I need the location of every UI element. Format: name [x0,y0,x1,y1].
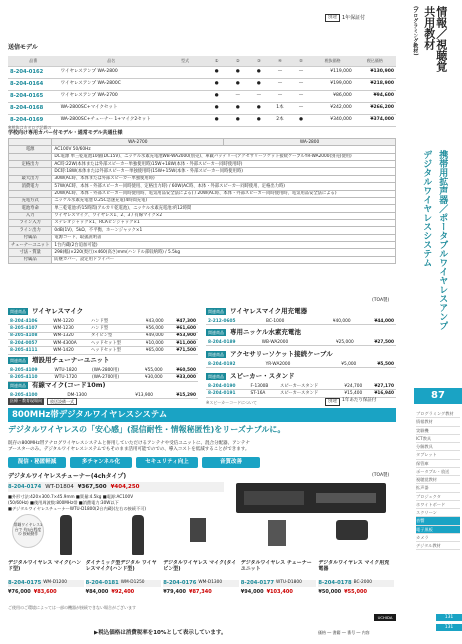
cat-cable-label: 関連商品 [208,351,224,357]
section1-title: 送信モデル [8,44,38,51]
side-tab[interactable]: スクリーン [416,509,460,517]
sec2-banner: 800MHz帯デジタルワイヤレスシステム [8,408,396,422]
spec-key [9,190,52,197]
item-price-ex: ¥30,000 [134,374,165,381]
spec-value: 57W(AC時、本体・外部スピーカー同時使用、定格出力時) / 60W(AC時、本体・外部スピーカー同時使用、定格出力時) [52,183,396,190]
tuner-spec2: (50/60Hz) ■使用周波数:800MHz帯 ■消費電力:30W以下 [8,500,119,505]
spec-value: AC時:22W(本体または外部スピーカー単独使用時)15W+18W(本体・外部スピーカー同時使用時) [52,161,396,168]
bottom-note: ご使用のご環境によっては一部の機器が接続できない場合がございます [8,605,136,610]
sec2-pill-2: 多チャンネル化 [70,457,132,468]
cat-tuner-label: 関連商品 [10,357,26,363]
spec-row [9,234,396,241]
dynamic-mic-icon [132,515,144,555]
right-maker-note: (TOA製) [372,298,390,303]
spec-key: ライン入力 [9,219,52,226]
spec-row [9,212,396,219]
cat-tuner-header [8,356,110,364]
side-tab[interactable]: 保管庫 [416,460,460,468]
item-price-in: ¥60,500 [165,367,198,374]
sec2-body1: 既存の800MHz帯アナログワイヤレスシステムと併用していただけるアンテナや受信ユニットに、混合分配器、アンテナ [8,441,250,446]
spec-row [9,190,396,197]
spec-value: 0dB(1V)、5kΩ、不平衡、ホーンジャック×1 [52,227,396,234]
side-tab[interactable]: 視聴覚教材 [416,476,460,484]
charger-icon [336,520,368,540]
cat-charger-table [206,318,396,325]
bottom-product-title: ダイナミック型デジタル ワイヤレスマイク(ハンド型) [85,560,157,573]
table-row: 8-204-0169 WA-2800SC+チューナー 1+マイク2セット ● ● ● 2本 ● ¥340,000 ¥374,000 [8,114,396,126]
item-type: (WA-2700用) [90,374,134,381]
table-row [8,325,198,332]
side-tab[interactable]: 電子黒板 [416,526,460,534]
side-tab[interactable]: 音響 [416,517,460,525]
table-row [206,390,396,397]
side-tabs [400,410,462,550]
spec-key: 付属品 [9,234,52,241]
item-code: 8-204-0178 [318,580,352,586]
spec-key: チューナーユニット [9,242,52,249]
spec-row [9,242,396,249]
table-row [206,339,396,346]
cat-wired-mic-label: 関連商品 [10,382,26,388]
item-type: ヘッドセット型 [89,340,136,347]
item-code: 8-205-4107 [8,325,51,332]
sec2-badge-left2: 放送設備一式 [47,398,77,405]
bottom-product-title: デジタルワイヤレス マイク(ハンド型) [8,560,82,573]
tuner-spec1: ■外形寸法:420×300.7×45.9mm ■質量:4.5kg ■電源:AC100V [8,494,134,499]
table-row [8,340,198,347]
bottom-product [241,560,317,604]
item-price-in: ¥33,000 [165,374,198,381]
table-row [206,318,396,325]
spec-value: DC時:18W(本体または外部スピーカー単独使用時)15W+15W(本体・外部スピーカー同時使用時) [52,168,396,175]
item-model: ST-16A [248,390,278,397]
spec-value: 20W(AC時、本体・外部スピーカー同時使用時、電気用品安全法による) / 20W(AC時、本体・外部スピーカー同時使用時、電気用品安全法による) [52,190,396,197]
spec-col2: WA-2800 [224,139,396,146]
item-price-ex: ¥199,000 [312,78,354,90]
spec-value: 30W(AC時、本体または外部スピーカー単独使用時) [52,175,396,182]
item-price-in: ¥61,600 [166,325,198,332]
sec2-badge-left: 医療・教育現場向 [10,398,42,403]
side-page-tag-1: 131 [436,614,462,621]
footer-tax-note: ▶税込価格は消費税率を10%として表示しています。 [94,630,227,636]
table-row [8,318,198,325]
item-model: WM-1220 [51,318,89,325]
spec-value: 単三乾電池:約15時間(アルカリ乾電池)、ニッケル水素充電池:約12時間 [52,205,396,212]
item-code: 8-204-0177 [240,580,274,586]
item-code: 8-205-4109 [8,367,53,374]
item-model: DM-1300 [65,392,108,399]
sec2-left-badges [8,398,77,405]
spec-row [9,183,396,190]
item-price-in: ¥53,900 [166,332,198,339]
item-type [312,339,319,346]
item-type: スピーカースタンド [278,390,335,397]
item-model: BC-1000 [264,318,305,325]
item-code: 8-204-0176 [163,580,197,586]
item-code: 8-205-4108 [8,332,51,339]
side-tab[interactable]: ポータブル・放送 [416,468,460,476]
item-model: WM-4300A [51,340,89,347]
spec-key: 電源 [9,146,52,153]
item-model: WM-1230 [51,325,89,332]
side-title3: (プログラミング教材) [412,6,419,56]
cat-charger-name: ワイヤレスマイク用充電器 [230,307,308,315]
tuner-model: WT-D1804 [45,483,74,490]
bottom-product-title: デジタルワイヤレス マイク(タイピン型) [163,560,237,573]
spec-row [9,219,396,226]
item-price-in: ¥15,290 [155,392,198,399]
item-code: 8-204-0165 [8,90,59,102]
tuner-callout: 帯域ワイヤレス1台で 約5台程度の 接続動作 [12,514,44,548]
tuner-unit-icon [268,520,286,546]
side-sub1: 携帯用拡声器／ポータブルワイヤレスアンプ [437,150,448,330]
spec-row [9,249,396,256]
sec2-right-badge [325,398,376,406]
cat-wired-mic-name: 有線マイク(コード10m) [32,381,106,389]
side-tab[interactable]: タブレット [416,451,460,459]
item-price-ex: ¥56,000 [136,325,166,332]
spec-value: ニッケル水素充電池 0.25C急速充電(4時間充電) [52,197,396,204]
item-price-in: ¥130,900 [354,66,396,78]
sec2-body2: ブースターのみ。デジタルワイヤレスシステムでもそのまま活用可能でのでの、導入コストを低減することができます。 [8,447,250,452]
item-code: 8-204-0168 [8,102,59,114]
side-tab[interactable]: プログラミング教材 [416,410,460,418]
item-code: 8-204-0175 [8,580,42,586]
spec-value: 1台内蔵(2台追加可能) [52,242,396,249]
side-sub2: デジタルワイヤレスシステム [421,150,432,267]
spec-row [9,256,396,263]
cat-speaker-header [206,372,295,380]
item-code: 8-204-4106 [8,318,51,325]
cat-mic-table [8,318,198,355]
item-price-ex: ¥79,400 [163,588,186,595]
item-model: WM-D1250 [120,580,145,585]
item-price-in: ¥5,500 [358,361,396,368]
item-type: (WA-2800用) [90,367,134,374]
cat-charger-label: 関連商品 [208,308,224,314]
uchida-logo: UCHIDA [374,614,396,621]
item-model: WM-1420 [51,347,89,354]
spec-row [9,175,396,182]
spec-row [9,153,396,160]
item-price-in: ¥218,900 [354,78,396,90]
item-price-ex: ¥13,900 [115,392,155,399]
spec-key: 定格出力 [9,161,52,168]
spec-key: 充電方式 [9,197,52,204]
item-type [108,392,115,399]
cat-mic-header [8,307,83,315]
item-type: タイピン型 [89,332,136,339]
item-price-ex: ¥25,000 [319,339,356,346]
cat-speaker-note: ※スピーカーコードについて [206,400,258,405]
spec-value: ステレオジャック×1、RCAピンジャック×1 [52,219,396,226]
item-type: ハンド型 [89,325,136,332]
item-model: WM-D1300 [198,580,223,585]
spec-value: AC100V 50/60Hz [52,146,396,153]
side-page-number: 87 [414,388,462,404]
cat-mic-label: 関連商品 [10,308,26,314]
cat-mic-name: ワイヤレスマイク [32,307,84,315]
item-price-ex: ¥15,400 [335,390,364,397]
section1-note: ※税抜はカタログ記載の [8,125,52,130]
side-tab[interactable]: 情報教材 [416,418,460,426]
table-row: 8-204-0164 ワイヤレスアンプ WA-2800C ● ● ● — — ¥199,000 ¥218,900 [8,78,396,90]
bottom-product [8,560,84,604]
item-price-in: ¥103,400 [266,588,293,595]
item-price-ex: ¥49,000 [136,332,166,339]
item-model: WB-WA2000 [260,339,312,346]
spec-key: 電池寿命 [9,205,52,212]
spec-table [8,138,396,264]
side-tab[interactable]: 分解教具 [416,443,460,451]
cat-cable-header [206,350,333,358]
item-price-in: ¥83,600 [33,588,57,595]
item-model: YR-WA2000 [264,361,317,368]
item-price-in: ¥87,340 [188,588,212,595]
section1-table: 品番 品名 型式 ① ② ③ ④ ⑤ 税抜価格 税込価格 8-204-0162 ワイヤレスアンプ WA-2800 ● ● ● — — ¥119,000 ¥130,900 8-204-0164 ワイヤレスアンプ WA-2800C ● ● ● — — ¥199,000 ¥218,900 8-204-0165 ワイヤレスアンプ WA-2700 ● — — — — ¥86,000 ¥94,600 8-204-0168 WA-2800SC+マイクセット ● ● ● 1本 — ¥242,000 ¥266,200 8-204-0169 WA-2800SC+チューナー 1+マイク2セット ● ● ● 2本 ● ¥340,000 ¥374,000 [8,56,396,127]
item-code: 8-205-4111 [8,347,51,354]
table-row [206,361,396,368]
item-code: 8-204-0162 [8,66,59,78]
tuner-spec3: ■デジタルワイヤレスチューナーWTU-D1800(2台内蔵)(左右の接続不可) [8,506,147,511]
table-row [206,383,396,390]
bottom-product-row [8,560,396,605]
cat-speaker-name: スピーカー・スタンド [230,372,295,380]
spec-row [9,168,396,175]
item-price-in: ¥92,400 [111,588,135,595]
spec-title: 学校向け専用カバー付モデル・通常モデル共通仕様 [8,130,123,136]
item-price-ex: ¥50,000 [318,588,342,595]
side-tab[interactable]: カメラ [416,534,460,542]
spec-value: DC電源 単三乾電池10個(DC15V)、ニッケル水素充電池WB-WA2000(別売)、車載バッテリー(アクセサリーソケット接続ケーブルYR-WA2000(別売)使用) [52,153,396,160]
spec-row [9,205,396,212]
side-tab[interactable]: デジタル教材 [416,542,460,550]
spec-row [9,161,396,168]
item-model: WTU-1820 [53,367,90,374]
header-badge-text: 1年保証付 [342,14,366,21]
table-row [8,367,198,374]
item-type: ハンド型 [89,318,136,325]
table-row: 8-204-0162 ワイヤレスアンプ WA-2800 ● ● ● — — ¥119,000 ¥130,900 [8,66,396,78]
spec-key [9,153,52,160]
item-model: WM-1320 [51,332,89,339]
item-price-ex: ¥84,000 [85,588,109,595]
cat-wired-mic-header [8,381,106,389]
sec2-headline: デジタルワイヤレスの「安心感」(混信耐性・情報秘匿性)をリーズナブルに。 [8,425,286,434]
cat-tuner-table [8,367,198,382]
side-title2: 共用教材 [422,6,436,50]
item-code: 8-204-0192 [206,361,264,368]
item-price-in: ¥16,940 [364,390,396,397]
spec-key: 寸法・質量 [9,249,52,256]
spec-key: 付属品 [9,256,52,263]
item-model: WTU-1720 [53,374,90,381]
side-page-tag-2: 131 [436,624,462,631]
item-type [305,318,312,325]
side-tab[interactable]: 実験機 [416,427,460,435]
side-tab[interactable]: ICT教具 [416,435,460,443]
item-price-in: ¥47,300 [166,318,198,325]
item-name: ワイヤレスアンプ WA-2800 [59,66,164,78]
sec2-pill-4: 音質改善 [202,457,260,468]
tuner-price1: ¥367,500 [77,483,107,490]
item-type [316,361,323,368]
item-price-in: ¥374,000 [354,114,396,126]
pin-mic-icon [190,518,206,542]
sec2-pill-3: セキュリティ向上 [136,457,198,468]
item-price-in: ¥11,000 [166,340,198,347]
side-tab[interactable]: プロジェクタ [416,493,460,501]
spec-key: 消費電力 [9,183,52,190]
item-model: WM-D1200 [43,580,67,585]
header-badge-box: 別途 [325,14,340,22]
bottom-product-title: デジタルワイヤレス マイク用充電器 [318,560,390,573]
spec-value: 電源コード、取扱説明書 [52,234,396,241]
cat-battery-table [206,339,396,346]
spec-value: 防塵カバー、設定用ドライバー [52,256,396,263]
item-code: 8-204-0164 [8,78,59,90]
tuner-price-row [8,482,224,492]
table-row: 8-204-0168 WA-2800SC+マイクセット ● ● ● 1本 — ¥242,000 ¥266,200 [8,102,396,114]
spec-key: 最大出力 [9,175,52,182]
item-price-in: ¥266,200 [354,102,396,114]
spec-value: ワイヤレスマイク、ワイヤレス1、2、3 / 有線マイク×2 [52,212,396,219]
item-code: 8-204-0190 [206,383,248,390]
item-name: WA-2800SC+マイクセット [59,102,164,114]
item-price-ex: ¥76,000 [8,588,31,595]
side-title1: 情報／視聴覚 [434,6,448,72]
sec2-right-text: 1年あたり保証付 [342,398,377,403]
cat-speaker-table [206,383,396,398]
item-name: ワイヤレスアンプ WA-2800C [59,78,164,90]
cat-battery-label: 関連商品 [208,329,224,335]
item-price-ex: ¥119,000 [312,66,354,78]
spec-row [9,197,396,204]
item-price-ex: ¥55,000 [134,367,165,374]
item-price-in: ¥71,500 [166,347,198,354]
spec-col1: WA-2700 [52,139,224,146]
table-row: 8-204-0165 ワイヤレスアンプ WA-2700 ● — — — — ¥86,000 ¥94,600 [8,90,396,102]
item-price-ex: ¥10,000 [136,340,166,347]
footer-legend: 価格 ― 書籍 ― 番号 ― 内容 [318,630,370,635]
spec-key [9,168,52,175]
cat-cable-name: アクセサリーソケット接続ケーブル [230,350,333,358]
item-price-ex: ¥94,000 [240,588,264,595]
spec-key: ライン出力 [9,227,52,234]
table-row [8,332,198,339]
sec2-right-box: 別途 [325,398,340,406]
item-price-ex: ¥340,000 [312,114,354,126]
cat-cable-table [206,361,396,368]
item-name: ワイヤレスアンプ WA-2700 [59,90,164,102]
item-code: 8-204-0057 [8,340,51,347]
cat-speaker-label: 関連商品 [208,373,224,379]
item-price-ex: ¥43,000 [136,318,166,325]
item-model: BC-2000 [353,580,372,585]
cat-tuner-name: 増設用チューナーユニット [32,356,110,364]
item-code: 8-204-0181 [85,580,119,586]
sec2-pill-1: 混信・秘匿軽減 [8,457,66,468]
item-name: WA-2800SC+チューナー 1+マイク2セット [59,114,164,126]
item-code: 8-205-4100 [8,392,65,399]
table-row [8,347,198,354]
item-price-in: ¥44,000 [353,318,396,325]
tuner-price2: ¥404,250 [110,483,140,490]
item-price-ex: ¥86,000 [312,90,354,102]
item-price-ex: ¥24,700 [335,383,364,390]
spec-key: 入力 [9,212,52,219]
spec-row [9,227,396,234]
bottom-product [318,560,394,604]
header-badge [325,14,365,22]
handheld-mic-icon [60,515,72,555]
cat-charger-header [206,307,307,315]
item-price-in: ¥94,600 [354,90,396,102]
item-type: ヘッドセット型 [89,347,136,354]
tuner-maker: (TOA製) [372,473,390,478]
item-price-ex: ¥40,000 [312,318,352,325]
tuner-title: デジタルワイヤレスチューナー(4chタイプ) [8,473,127,480]
item-type: スピーカースタンド [278,383,335,390]
bottom-product [86,560,162,604]
item-code: 2-212-0605 [206,318,264,325]
bottom-product [163,560,239,604]
item-price-ex: ¥5,000 [323,361,358,368]
side-tab[interactable]: 拡声器 [416,484,460,492]
item-code: 8-205-4110 [8,374,53,381]
item-price-in: ¥55,000 [344,588,367,595]
item-code: 8-204-0169 [8,114,59,126]
item-price-in: ¥27,500 [356,339,396,346]
item-price-ex: ¥242,000 [312,102,354,114]
spec-value: 298(幅)×220(奥行)×460(高さ)mm(ハンドル部収納時) / 5.5kg [52,249,396,256]
bottom-product-title: デジタルワイヤレス チューナーユニット [240,560,312,573]
side-tab[interactable]: ホワイトボード [416,501,460,509]
item-model: WTU-D1800 [275,580,302,585]
item-price-in: ¥27,170 [364,383,396,390]
cat-battery-name: 専用ニッケル水素充電池 [230,328,301,336]
item-price-ex: ¥65,000 [136,347,166,354]
spec-row [9,146,396,153]
tuner-device-image [236,483,386,513]
item-code: 8-204-0189 [206,339,260,346]
tuner-code: 8-204-0174 [8,483,42,490]
item-model: F-1300B [248,383,278,390]
cat-battery-header [206,328,301,336]
side-index [400,0,462,644]
item-code: 8-204-0191 [206,390,248,397]
